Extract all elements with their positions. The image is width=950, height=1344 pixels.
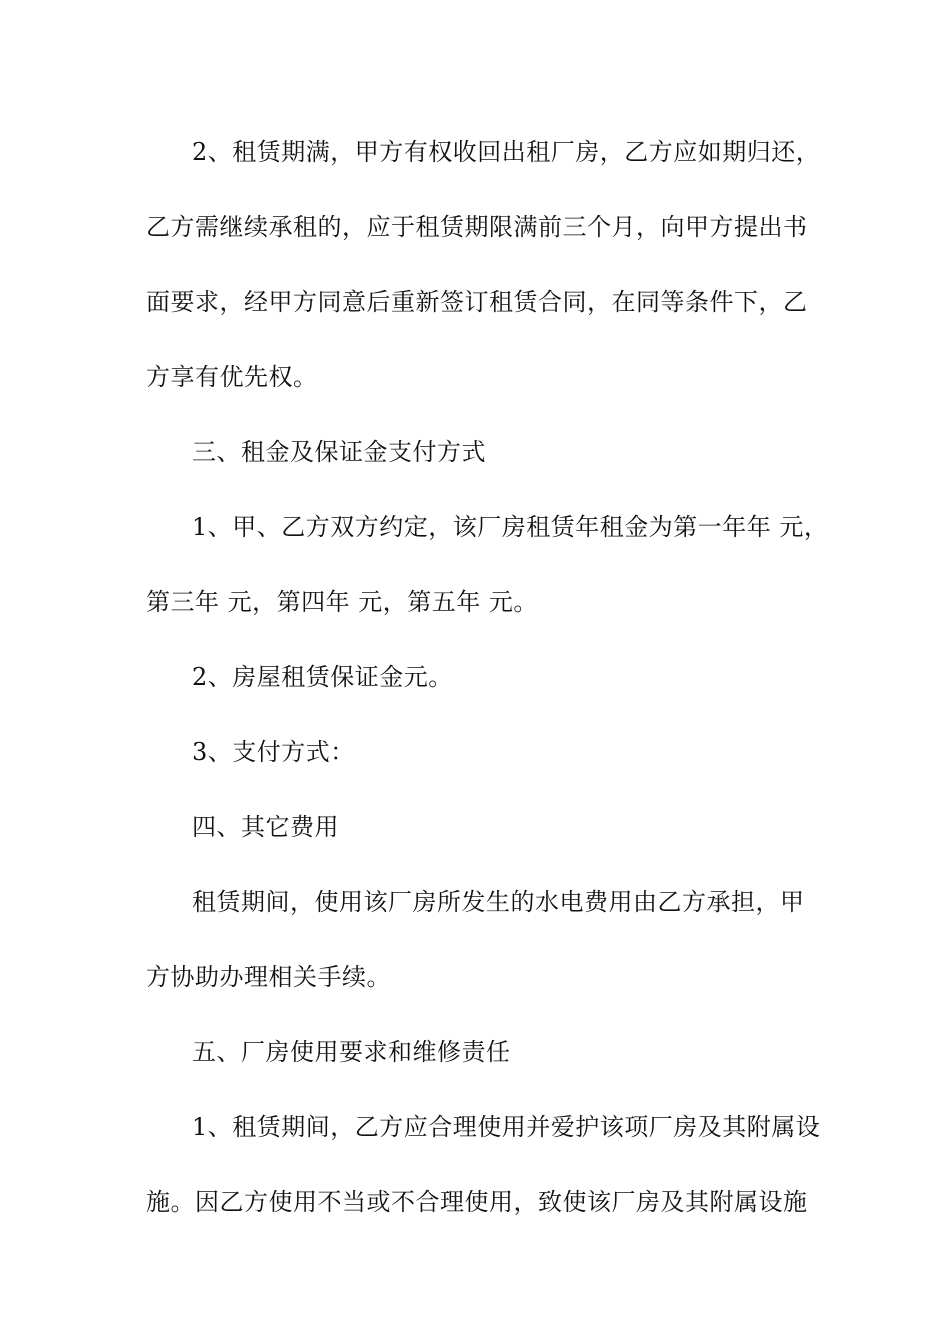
text-line: 1、甲、乙方双方约定，该厂房租赁年租金为第一年年 元， — [192, 513, 829, 541]
section-heading: 四、其它费用 — [192, 813, 339, 841]
text-line: 乙方需继续承租的，应于租赁期限满前三个月，向甲方提出书 — [146, 213, 808, 241]
text-line: 方享有优先权。 — [146, 363, 318, 391]
text-line: 租赁期间，使用该厂房所发生的水电费用由乙方承担，甲 — [192, 888, 805, 916]
text-line: 1、租赁期间，乙方应合理使用并爱护该项厂房及其附属设 — [192, 1113, 821, 1141]
text-line: 施。因乙方使用不当或不合理使用，致使该厂房及其附属设施 — [146, 1188, 808, 1216]
text-line: 2、租赁期满，甲方有权收回出租厂房，乙方应如期归还， — [192, 138, 821, 166]
text-line: 方协助办理相关手续。 — [146, 963, 391, 991]
section-heading: 三、租金及保证金支付方式 — [192, 438, 486, 466]
text-line: 面要求，经甲方同意后重新签订租赁合同，在同等条件下，乙 — [146, 288, 808, 316]
text-line: 第三年 元，第四年 元，第五年 元。 — [146, 588, 538, 616]
text-line: 2、房屋租赁保证金元。 — [192, 663, 453, 691]
section-heading: 五、厂房使用要求和维修责任 — [192, 1038, 511, 1066]
text-line: 3、支付方式： — [192, 738, 355, 766]
